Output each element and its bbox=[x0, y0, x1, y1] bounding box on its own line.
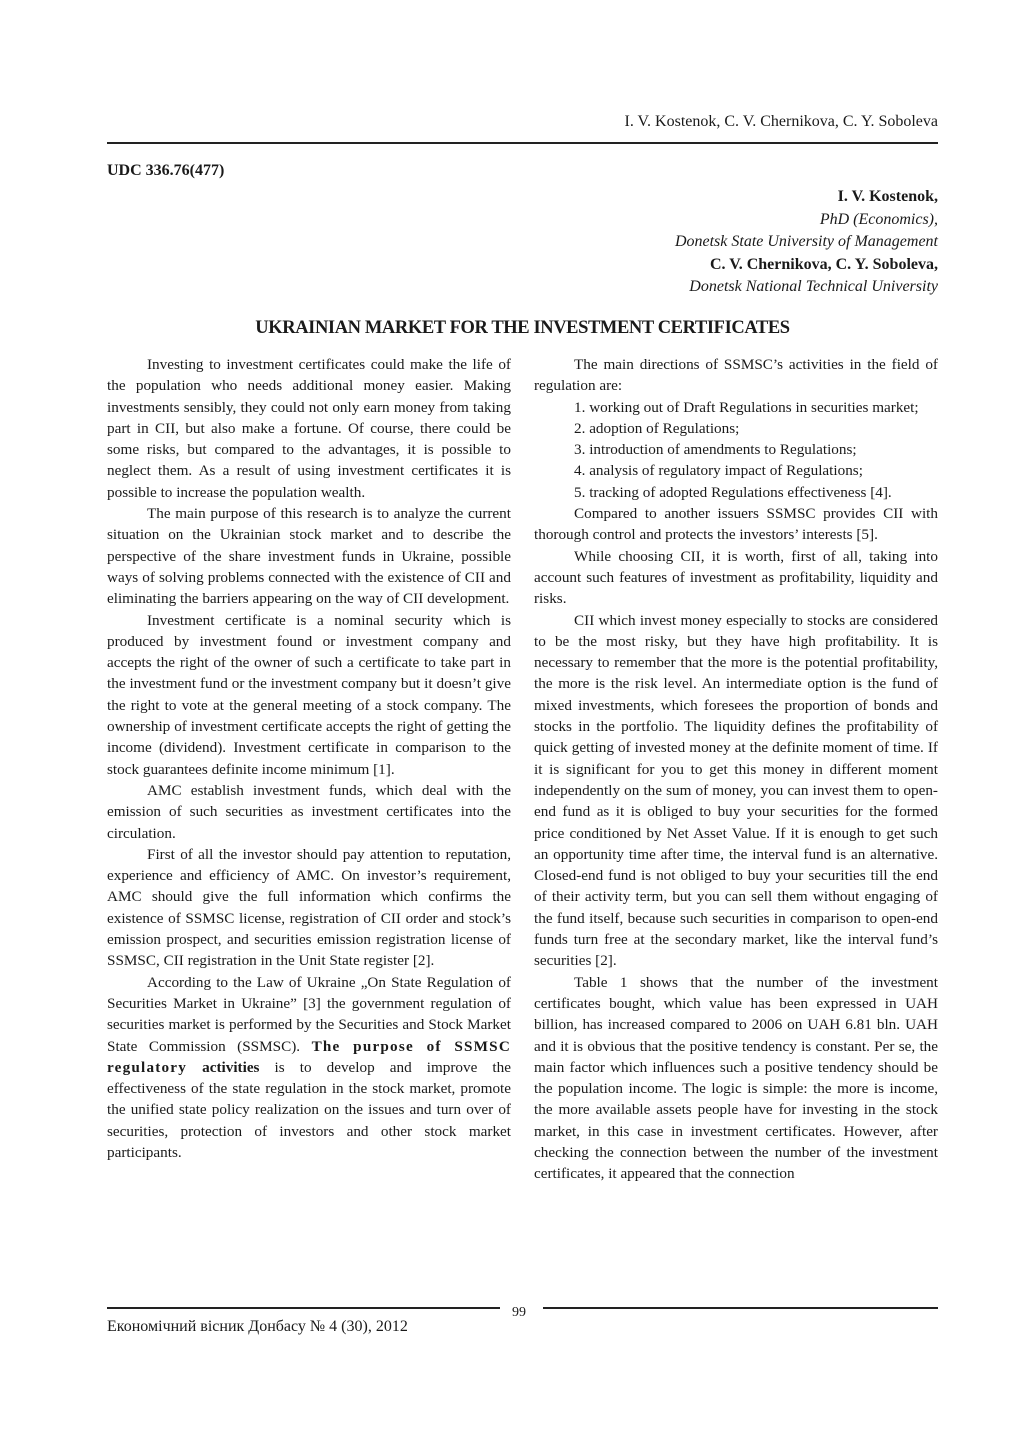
header-rule bbox=[107, 142, 938, 144]
list-item: 5. tracking of adopted Regulations effectiveness [4]. bbox=[574, 483, 892, 501]
paragraph: Table 1 shows that the number of the investment certificates bought, which value has been expressed in UAH billion, has increased compared to 2006 on UAH 6.81 bln. UAH and it is obvious that the positive tendency is constant. Per se, the main factor which influences such a positive tendency should be the population income. The logic is simple: the more is income, the more available assets people have for investing in the stock market, in this case in investment certificates. However, after checking the connection between the number of the investment certificates, it appeared that the connection bbox=[534, 973, 938, 1183]
paragraph: Investment certificate is a nominal security which is produced by investment found or investment company and accepts the right of the owner of such a certificate to take part in the investment fund or the investment company but it doesn’t give the right to vote at the general meeting of a stock company. The ownership of investment certificate accepts the right of getting the income (dividend). Investment certificate in comparison to the stock guarantees definite income minimum [1]. bbox=[107, 611, 511, 778]
paragraph: First of all the investor should pay attention to reputation, experience and efficiency of AMC. On investor’s requirement, AMC should give the full information which confirms the existence of SSMSC license, registration of CII order and stock’s emission prospect, and securities emission registration license of SSMSC, CII registration in the Unit State register [2]. bbox=[107, 845, 511, 970]
author-block bbox=[675, 186, 938, 299]
paragraph-text: According to the Law of Ukraine „On State Regulation of Securities Market in Ukraine” [3] the government regulation of securities market is performed by the Securities and Stock Market State Commission (SSMSC). bbox=[107, 973, 511, 1055]
paragraph: AMC establish investment funds, which deal with the emission of such securities as investment certificates into the circulation. bbox=[107, 781, 511, 842]
right-column bbox=[534, 354, 938, 1185]
paragraph: The main purpose of this research is to analyze the current situation on the Ukrainian stock market and to describe the perspective of the share investment funds in Ukraine, possible ways of solving problems connected with the existence of CII and eliminating the barriers appearing on the way of CII development. bbox=[107, 505, 511, 608]
list-item: 2. adoption of Regulations; bbox=[574, 419, 740, 437]
paragraph: The main directions of SSMSC’s activities in the field of regulation are: bbox=[534, 356, 938, 395]
udc-code: UDC 336.76(477) bbox=[107, 162, 225, 179]
paragraph bbox=[107, 972, 511, 1164]
article-title: UKRAINIAN MARKET FOR THE INVESTMENT CERTIFICATES bbox=[255, 318, 790, 338]
paragraph: Investing to investment certificates could make the life of the population who needs additional money easier. Making investments sensibly, they could not only earn money from taking part in CII, but also make a fortune. Of course, there could be some risks, but compared to the advantages, it is possible to neglect them. As a result of using investment certificates it is possible to increase the population wealth. bbox=[107, 356, 511, 501]
left-column bbox=[107, 354, 511, 1163]
paragraph: While choosing CII, it is worth, first of all, taking into account such features of investment as profitability, liquidity and risks. bbox=[534, 547, 938, 608]
author-affiliation: Donetsk National Technical University bbox=[689, 278, 938, 295]
running-head: I. V. Kostenok, C. V. Chernikova, C. Y. Soboleva bbox=[624, 113, 938, 130]
emphasis-text: activities bbox=[187, 1058, 260, 1076]
footer-rule bbox=[543, 1307, 938, 1309]
page-number: 99 bbox=[512, 1305, 526, 1320]
author-affiliation: Donetsk State University of Management bbox=[674, 233, 938, 250]
list-item: 3. introduction of amendments to Regulations; bbox=[574, 441, 857, 459]
paragraph-text: is to develop and improve the effectiveness of the state regulation in the stock market, promote the unified state policy realization on the issues and turn over of securities, protection of investors and other stock market participants. bbox=[107, 1058, 511, 1161]
paragraph: Compared to another issuers SSMSC provides CII with thorough control and protects the investors’ interests [5]. bbox=[534, 505, 938, 544]
paragraph: CII which invest money especially to stocks are considered to be the most risky, but they have high profitability. It is necessary to remember that the more is the potential profitability, the more is the risk level. An intermediate option is the fund of mixed investments, which foresees the proportion of bonds and stocks in the portfolio. The liquidity defines the profitability of quick getting of invested money at the definite moment of time. If it is significant for you to get this money in different moment independently on the sum of money, you can invest them to open-end fund as it is obliged to buy your securities for the formed price conditioned by Net Asset Value. If it is enough to get such an opportunity time after time, the interval fund is an alternative. Closed-end fund is not obliged to buy your securities till the end of their activity term, but you can sell them without engaging of the fund itself, because such securities in comparison to open-end funds turn free at the secondary market, like the interval fund’s securities [2]. bbox=[534, 611, 938, 970]
journal-name: Економічний вісник Донбасу № 4 (30), 2012 bbox=[107, 1318, 408, 1335]
emphasis-text: The purpose of SSMSC regulatory bbox=[107, 1037, 511, 1076]
footer-rule bbox=[107, 1307, 500, 1309]
list-item: 4. analysis of regulatory impact of Regulations; bbox=[574, 462, 863, 480]
author-name: I. V. Kostenok, bbox=[837, 188, 938, 205]
list-item: 1. working out of Draft Regulations in securities market; bbox=[574, 398, 919, 416]
author-degree: PhD (Economics), bbox=[819, 210, 938, 228]
author-name: C. V. Chernikova, C. Y. Soboleva, bbox=[709, 255, 938, 273]
